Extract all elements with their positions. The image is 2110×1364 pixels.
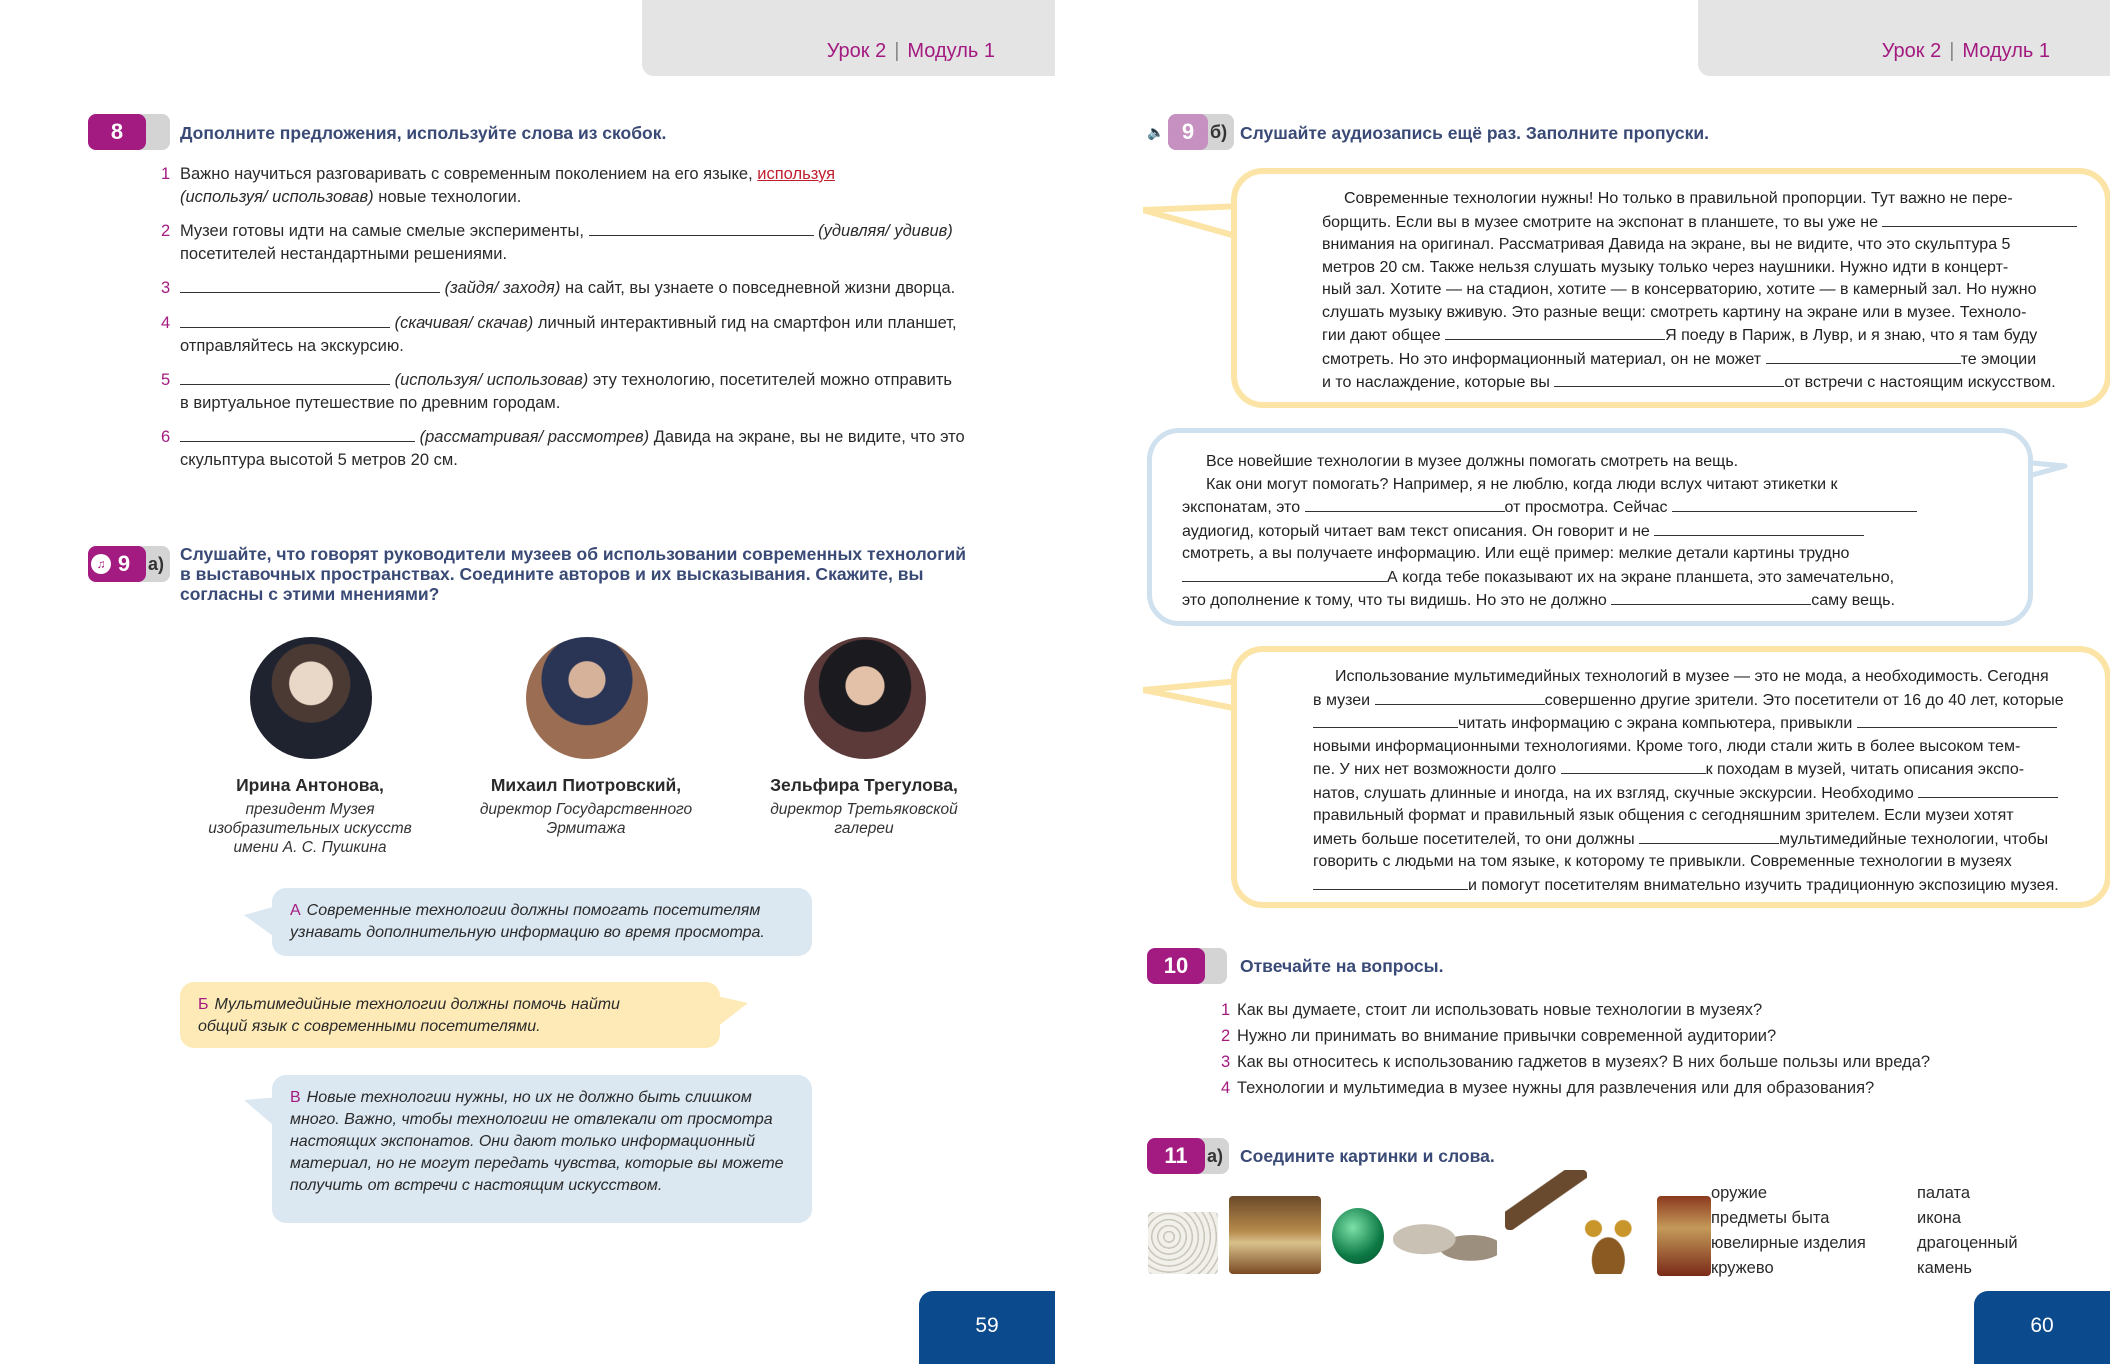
audio-icon[interactable]: ♫ (91, 554, 111, 574)
silver-tableware-image[interactable] (1393, 1216, 1497, 1274)
list-item (161, 277, 1000, 312)
audio-text-bubble-2: Все новейшие технологии в музее должны помогать смотреть на вещь. Как они могут помогать? Например, я не люблю, когда люди вслух читают этикетки к экспонатам, это от просмотра. Сейчас аудиогид, который читает вам текст описания. Он говорит и не смотреть, а вы получаете информацию. Или ещё пример: мелкие детали картины трудно А когда тебе показывают их на экране планшета, это замечательно, это дополнение к тому, что ты видишь. Но это не должно саму вещь. (1147, 428, 2033, 626)
quote-letter: А (290, 902, 301, 919)
fill-blank[interactable] (1313, 712, 1458, 728)
item-text: на сайт, вы узнаете о повседневной жизни дворца. (564, 279, 956, 297)
fill-blank[interactable] (1882, 211, 2077, 227)
fill-blank[interactable] (1445, 324, 1665, 340)
quote-line: материал, но не могут передать чувства, которые вы можете (290, 1155, 784, 1172)
header-separator: | (894, 40, 900, 62)
page-number: 60 (1974, 1291, 2110, 1364)
exercise-number: 11 (1147, 1138, 1205, 1174)
fill-blank[interactable] (1313, 874, 1468, 890)
item-hint: (используя/ использовав) (180, 188, 374, 206)
right-page (1055, 0, 2110, 1364)
word-item: кружево (1711, 1259, 1774, 1277)
page-header (827, 40, 995, 63)
exercise-10-title: Отвечайте на вопросы. (1240, 956, 1444, 976)
quote-line: общий язык с современными посетителями. (198, 1018, 541, 1035)
item-number: 2 (161, 222, 171, 240)
emerald-image[interactable] (1332, 1208, 1384, 1264)
person-role: директор Государственного Эрмитажа (479, 801, 693, 837)
title-line: согласны с этими мнениями? (180, 584, 440, 604)
word-list-2 (1917, 1181, 2018, 1281)
exercise-8-list (161, 163, 1000, 483)
word-item: камень (1917, 1259, 1972, 1277)
quote-letter: Б (198, 996, 209, 1013)
exercise-9a-title (180, 544, 1000, 604)
jewelry-image[interactable] (1575, 1204, 1649, 1274)
fill-blank[interactable] (180, 312, 390, 328)
fill-blank[interactable] (180, 426, 415, 442)
fill-blank[interactable] (1305, 496, 1505, 512)
person-name: Михаил Пиотровский, (490, 775, 682, 795)
list-item (161, 312, 1000, 369)
portrait-tregulova (804, 637, 926, 759)
fill-blank[interactable] (1654, 520, 1864, 536)
fill-blank[interactable] (1918, 782, 2058, 798)
header-box (1698, 0, 2110, 76)
list-item (161, 163, 1000, 220)
icon-image[interactable] (1657, 1196, 1711, 1276)
fill-blank[interactable] (1639, 828, 1779, 844)
title-line: Слушайте, что говорят руководители музеев об использовании современных технологий (180, 544, 967, 564)
palace-hall-image[interactable] (1229, 1196, 1321, 1274)
list-item (161, 220, 1000, 277)
exercise-part: б) (1210, 122, 1228, 142)
quote-line: Мультимедийные технологии должны помочь найти (214, 996, 620, 1013)
portrait-piotrovsky (526, 637, 648, 759)
item-text: скульптура высотой 5 метров 20 см. (180, 451, 458, 469)
fill-blank[interactable] (589, 220, 814, 236)
quote-letter: В (290, 1089, 301, 1106)
word-item: предметы быта (1711, 1209, 1830, 1227)
header-box (642, 0, 1055, 76)
item-text: Важно научиться разговаривать с современным поколением на его языке, (180, 165, 753, 183)
exercise-number: 9 (1168, 114, 1208, 150)
exercise-9b-title: Слушайте аудиозапись ещё раз. Заполните пропуски. (1240, 123, 1709, 143)
exercise-part: а) (148, 554, 165, 574)
exercise-9b-badge (1168, 114, 1234, 150)
speaker-icon[interactable]: 🔈 (1147, 124, 1165, 140)
item-text: в виртуальное путешествие по древним городам. (180, 394, 561, 412)
item-hint: (удивляя/ удивив) (818, 222, 953, 240)
fill-blank[interactable] (1375, 689, 1545, 705)
quote-b (180, 982, 720, 1048)
list-item: 1 Как вы думаете, стоит ли использовать новые технологии в музеях? (1221, 1001, 1763, 1019)
list-item: 2 Нужно ли принимать во внимание привычки современной аудитории? (1221, 1027, 1777, 1045)
exercise-number: 10 (1147, 948, 1205, 984)
item-text: Музеи готовы идти на самые смелые эксперименты, (180, 222, 584, 240)
person-name: Ирина Антонова, (236, 775, 384, 795)
quote-line: настоящих экспонатов. Они дают только информационный (290, 1133, 755, 1150)
item-number: 4 (161, 314, 171, 332)
list-item (161, 369, 1000, 426)
fill-blank[interactable] (1857, 712, 2057, 728)
item-number: 5 (161, 371, 171, 389)
item-hint: (используя/ использовав) (394, 371, 589, 389)
page-number: 59 (919, 1291, 1055, 1364)
word-item: оружие (1711, 1184, 1768, 1202)
lesson-label: Урок 2 (1881, 40, 1942, 62)
audio-text-bubble-1: Современные технологии нужны! Но только в правильной пропорции. Тут важно не пере- борщить. Если вы в музее смотрите на экспонат в планшете, то вы уже не внимания на оригинал. Рассматривая Давида на экране, вы не видите, что это скульптура 5 метров 20 см. Также нельзя слушать музыку только через наушники. Нужно идти в концерт- ный зал. Хотите — на стадион, хотите — в консерваторию, хотите — в камерный зал. Но нужно слушать музыку вживую. Это разные вещи: смотреть картину на экране или в музее. Техноло- гии дают общее Я поеду в Париж, в Лувр, и я знаю, что я там буду смотреть. Но это информационный материал, он не может те эмоции и то наслаждение, которые вы от встречи с настоящим искусством. (1231, 168, 2110, 408)
item-hint: (рассматривая/ рассмотрев) (419, 428, 650, 446)
list-item: 4 Технологии и мультимедиа в музее нужны для развлечения или для образования? (1221, 1079, 1875, 1097)
exercise-8-title: Дополните предложения, используйте слова из скобок. (180, 123, 667, 143)
quote-line: получить от встречи с настоящим искусством. (290, 1177, 663, 1194)
exercise-10-badge (1147, 948, 1227, 984)
item-hint: (скачивая/ скачав) (394, 314, 534, 332)
exercise-11a-badge (1147, 1138, 1229, 1174)
item-hint: (зайдя/ заходя) (444, 279, 561, 297)
fill-blank[interactable] (1182, 566, 1387, 582)
item-text: эту технологию, посетителей можно отправить (592, 371, 953, 389)
exercise-number: 8 (88, 114, 146, 150)
item-text: Давида на экране, вы не видите, что это (653, 428, 965, 446)
fill-blank[interactable] (1672, 496, 1917, 512)
item-text: посетителей нестандартными решениями. (180, 245, 508, 263)
item-text: личный интерактивный гид на смартфон или планшет, (537, 314, 957, 332)
item-number: 1 (161, 165, 171, 183)
quote-a (272, 888, 812, 956)
item-number: 6 (161, 428, 171, 446)
exercise-part: а) (1207, 1146, 1224, 1166)
word-item: драгоценный (1917, 1234, 2018, 1252)
header-separator: | (1949, 40, 1955, 62)
title-line: в выставочных пространствах. Соедините авторов и их высказывания. Скажите, вы (180, 564, 924, 584)
word-item: икона (1917, 1209, 1962, 1227)
list-item: 3 Как вы относитесь к использованию гаджетов в музеях? В них больше пользы или вреда? (1221, 1053, 1931, 1071)
person-role: президент Музея изобразительных искусств имени А. С. Пушкина (208, 801, 412, 856)
fill-blank[interactable] (1554, 371, 1784, 387)
fill-blank[interactable] (1611, 589, 1811, 605)
answer-example: используя (757, 165, 836, 183)
item-text: новые технологии. (378, 188, 522, 206)
fill-blank[interactable] (180, 369, 390, 385)
page-header (1882, 40, 2050, 63)
fill-blank[interactable] (1561, 758, 1706, 774)
person-role: директор Третьяковской галереи (770, 801, 958, 837)
quote-line: много. Важно, чтобы технологии не отвлекали от просмотра (290, 1111, 773, 1128)
lesson-label: Урок 2 (826, 40, 887, 62)
lace-image[interactable] (1148, 1212, 1218, 1274)
audio-text-bubble-3: Использование мультимедийных технологий в музее — это не мода, а необходимость. Сегодня в музеи совершенно другие зрители. Это посетители от 16 до 40 лет, которые читать информацию с экрана компьютера, привыкли новыми информационными технологиями. Кроме того, люди стали жить в более высоком тем- пе. У них нет возможности долго к походам в музей, читать описания экспо- натов, слушать длинные и иногда, на их взгляд, скучные экскурсии. Необходимо правильный формат и правильный язык общения с сегодняшним зрителем. Если музеи хотят иметь больше посетителей, то они должны мультимедийные технологии, чтобы говорить с людьми на том языке, к которому те привыкли. Современные технологии в музеях и помогут посетителям внимательно изучить традиционную экспозицию музея. (1231, 646, 2110, 908)
fill-blank[interactable] (1766, 348, 1961, 364)
item-text: отправляйтесь на экскурсию. (180, 337, 404, 355)
exercise-9a-badge (88, 546, 170, 582)
portrait-antonova (250, 637, 372, 759)
quote-line: Современные технологии должны помогать посетителям (306, 902, 761, 919)
quote-c (272, 1075, 812, 1223)
person-name: Зельфира Трегулова, (770, 775, 958, 795)
quote-line: узнавать дополнительную информацию во время просмотра. (290, 924, 765, 941)
module-label: Модуль 1 (907, 40, 995, 62)
fill-blank[interactable] (180, 277, 440, 293)
word-item: палата (1917, 1184, 1971, 1202)
word-item: ювелирные изделия (1711, 1234, 1866, 1252)
exercise-number: 9 (88, 546, 146, 582)
exercise-10-questions (1221, 997, 1930, 1101)
word-list-1 (1711, 1181, 1866, 1281)
module-label: Модуль 1 (1962, 40, 2050, 62)
list-item (161, 426, 1000, 483)
exercise-8-badge (88, 114, 170, 150)
exercise-11-title: Соедините картинки и слова. (1240, 1146, 1495, 1166)
item-number: 3 (161, 279, 171, 297)
quote-line: Новые технологии нужны, но их не должно быть слишком (306, 1089, 752, 1106)
